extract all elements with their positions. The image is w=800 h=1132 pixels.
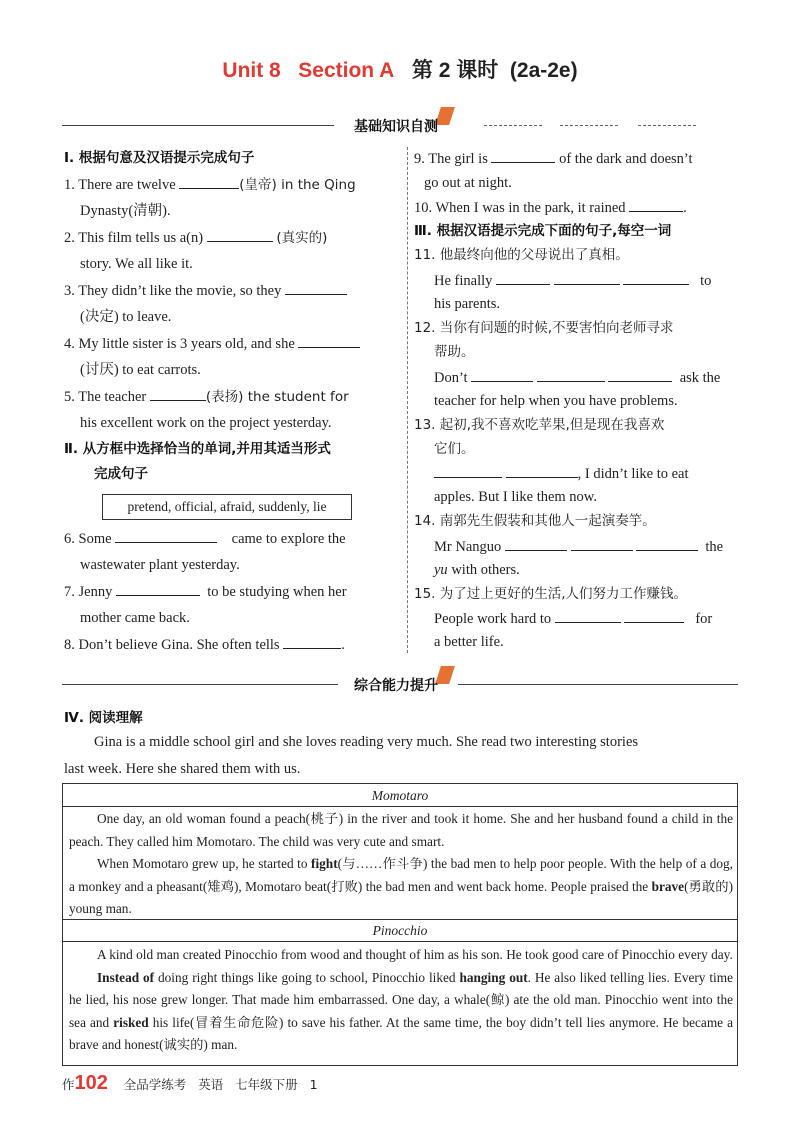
answer-blank[interactable] xyxy=(555,608,621,623)
part2-title-2: 完成句子 xyxy=(94,466,148,482)
section-bar-advanced xyxy=(62,672,738,698)
question-14-cont: yu with others. xyxy=(434,562,520,578)
answer-blank[interactable] xyxy=(207,227,273,242)
answer-blank[interactable] xyxy=(179,174,239,189)
story-1-title: Momotaro xyxy=(371,788,429,803)
question-2: 2. This film tells us a(n) (真实的) xyxy=(64,227,327,248)
word-box: pretend, official, afraid, suddenly, lie xyxy=(102,494,352,520)
part2-title-1: Ⅱ. 从方框中选择恰当的单词,并用其适当形式 xyxy=(64,441,331,457)
unit-label: Unit 8 xyxy=(222,59,281,82)
answer-blank[interactable] xyxy=(629,197,683,212)
question-7: 7. Jenny to be studying when her xyxy=(64,581,347,602)
question-11-cn: 11. 他最终向他的父母说出了真相。 xyxy=(414,247,629,263)
answer-blank[interactable] xyxy=(623,270,689,285)
section-title-basic: 基础知识自测 xyxy=(350,113,442,139)
question-7-cont: mother came back. xyxy=(80,610,190,626)
question-8: 8. Don’t believe Gina. She often tells . xyxy=(64,634,345,655)
question-4: 4. My little sister is 3 years old, and she xyxy=(64,333,360,354)
question-5-cont: his excellent work on the project yesterday. xyxy=(80,415,332,431)
footer-book: 全品学练考 xyxy=(123,1077,187,1092)
story-1-paragraph-1: One day, an old woman found a peach(桃子) in the river and took it home. She and her husband found a child in the peach. They called him Momotaro. The child was very cute and smart. xyxy=(69,811,733,849)
answer-blank[interactable] xyxy=(636,536,698,551)
story-1-paragraph-2: When Momotaro grew up, he started to fight(与……作斗争) the bad men to help poor people. With the help of a dog, a monkey and a pheasant(雉鸡), Momotaro beat(打败) the bad men and went back home. People praised the brave(勇敢的) young man. xyxy=(69,856,734,916)
answer-blank[interactable] xyxy=(505,536,567,551)
answer-blank[interactable] xyxy=(283,634,341,649)
question-6: 6. Some came to explore the xyxy=(64,528,346,549)
answer-blank[interactable] xyxy=(506,463,578,478)
question-10: 10. When I was in the park, it rained . xyxy=(414,197,687,218)
answer-blank[interactable] xyxy=(115,528,217,543)
question-13-cn-cont: 它们。 xyxy=(434,441,475,457)
answer-blank[interactable] xyxy=(298,333,360,348)
story-1-body xyxy=(69,808,733,921)
question-12-cn-cont: 帮助。 xyxy=(434,344,475,360)
answer-blank[interactable] xyxy=(554,270,620,285)
question-11: He finally to xyxy=(434,270,711,291)
question-14: Mr Nanguo the xyxy=(434,536,723,557)
answer-blank[interactable] xyxy=(285,280,347,295)
question-12-cont: teacher for help when you have problems. xyxy=(434,393,678,409)
reading-table xyxy=(62,783,738,1066)
section-title-advanced: 综合能力提升 xyxy=(350,672,442,698)
page-title xyxy=(0,54,800,84)
part1-title: Ⅰ. 根据句意及汉语提示完成句子 xyxy=(64,150,255,166)
story-2-paragraph-1: A kind old man created Pinocchio from wood and thought of him as his son. He took good care of Pinocchio every day. xyxy=(97,947,733,962)
question-15-cn: 15. 为了过上更好的生活,人们努力工作赚钱。 xyxy=(414,586,688,602)
question-15: People work hard to for xyxy=(434,608,712,629)
question-15-cont: a better life. xyxy=(434,634,504,650)
answer-blank[interactable] xyxy=(571,536,633,551)
range-label: (2a-2e) xyxy=(509,59,578,82)
answer-blank[interactable] xyxy=(150,386,206,401)
question-13-cont: apples. But I like them now. xyxy=(434,489,597,505)
question-14-cn: 14. 南郭先生假装和其他人一起演奏竽。 xyxy=(414,513,656,529)
answer-blank[interactable] xyxy=(496,270,550,285)
question-6-cont: wastewater plant yesterday. xyxy=(80,557,240,573)
question-12: Don’t ask the xyxy=(434,367,720,388)
question-5: 5. The teacher (表扬) the student for xyxy=(64,386,349,407)
question-9: 9. The girl is of the dark and doesn’t xyxy=(414,148,693,169)
page-footer xyxy=(62,1072,318,1095)
column-divider xyxy=(407,147,408,653)
page-number: 102 xyxy=(74,1072,108,1094)
answer-blank[interactable] xyxy=(434,463,502,478)
answer-blank[interactable] xyxy=(608,367,672,382)
answer-blank[interactable] xyxy=(537,367,605,382)
part4-intro-2: last week. Here she shared them with us. xyxy=(64,761,301,777)
part4-intro-1: Gina is a middle school girl and she loves reading very much. She read two interesting stories xyxy=(94,734,639,750)
section-bar-basic xyxy=(62,113,738,139)
question-3-cont: (决定) to leave. xyxy=(80,309,172,325)
question-4-cont: (讨厌) to eat carrots. xyxy=(80,362,201,378)
footer-subject: 英语 xyxy=(198,1077,224,1092)
question-11-cont: his parents. xyxy=(434,296,501,312)
question-13: , I didn’t like to eat xyxy=(434,463,689,484)
question-1: 1. There are twelve (皇帝) in the Qing xyxy=(64,174,356,195)
answer-blank[interactable] xyxy=(624,608,684,623)
question-2-cont: story. We all like it. xyxy=(80,256,193,272)
story-2-title: Pinocchio xyxy=(372,923,428,938)
section-label: Section A xyxy=(298,59,395,82)
question-3: 3. They didn’t like the movie, so they xyxy=(64,280,347,301)
part3-title: Ⅲ. 根据汉语提示完成下面的句子,每空一词 xyxy=(414,223,672,239)
footer-grade: 七年级下册 xyxy=(235,1077,298,1092)
answer-blank[interactable] xyxy=(471,367,533,382)
story-2-body xyxy=(69,944,733,1057)
lesson-label: 第 2 课时 xyxy=(411,59,499,82)
footer-prefix: 作 xyxy=(62,1077,75,1092)
question-1-cont: Dynasty(清朝). xyxy=(80,203,171,219)
question-13-cn: 13. 起初,我不喜欢吃苹果,但是现在我喜欢 xyxy=(414,417,665,433)
footer-num: 1 xyxy=(309,1077,318,1092)
answer-blank[interactable] xyxy=(116,581,200,596)
answer-blank[interactable] xyxy=(491,148,555,163)
question-9-cont: go out at night. xyxy=(424,175,512,191)
question-12-cn: 12. 当你有问题的时候,不要害怕向老师寻求 xyxy=(414,320,674,336)
story-2-paragraph-2: Instead of doing right things like going to school, Pinocchio liked hanging out. He also liked telling lies. Every time he lied, his nose grew longer. That made him embarrassed. One day, a whale(鲸) ate the old man. Pinocchio went into the sea and risked his life(冒着生命危险) to save his father. At the same time, the boy didn’t tell lies anymore. He became a brave and honest(诚实的) man. xyxy=(69,969,733,1052)
part4-title: Ⅳ. 阅读理解 xyxy=(64,710,143,726)
